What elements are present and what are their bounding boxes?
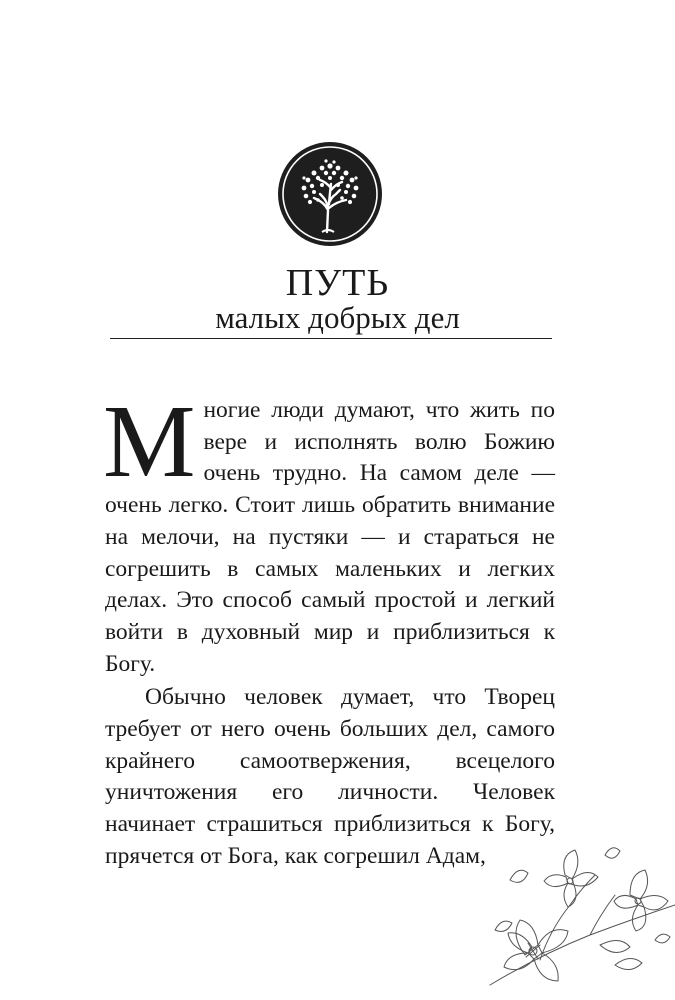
drop-cap: М [103, 384, 196, 499]
body-text [103, 384, 555, 873]
flower-sketch-icon [480, 835, 675, 1000]
chapter-title: ПУТЬ [285, 262, 390, 304]
tree-emblem-icon [276, 140, 384, 248]
paragraph-2: Обычно человек думает, что Творец требует от него очень больших дел, самого крайнего самоотвержения, всецелого уничтожения его личности. Человек начинает страшиться приблизиться к Богу, прячется от Бога, как согрешил Адам, [105, 684, 555, 869]
chapter-subtitle: малых добрых дел [215, 300, 460, 335]
title-divider [110, 338, 552, 339]
paragraph-1-text: ногие люди думают, что жить по вере и исполнять волю Божию очень трудно. На самом деле — очень легко. Стоит лишь обратить внимание на мелочи, на пустяки — и стараться не согрешить в самых маленьких и легких делах. Это способ самый простой и легкий войти в духовный мир и приблизиться к Богу. [105, 397, 555, 677]
paragraph-1 [103, 384, 555, 680]
